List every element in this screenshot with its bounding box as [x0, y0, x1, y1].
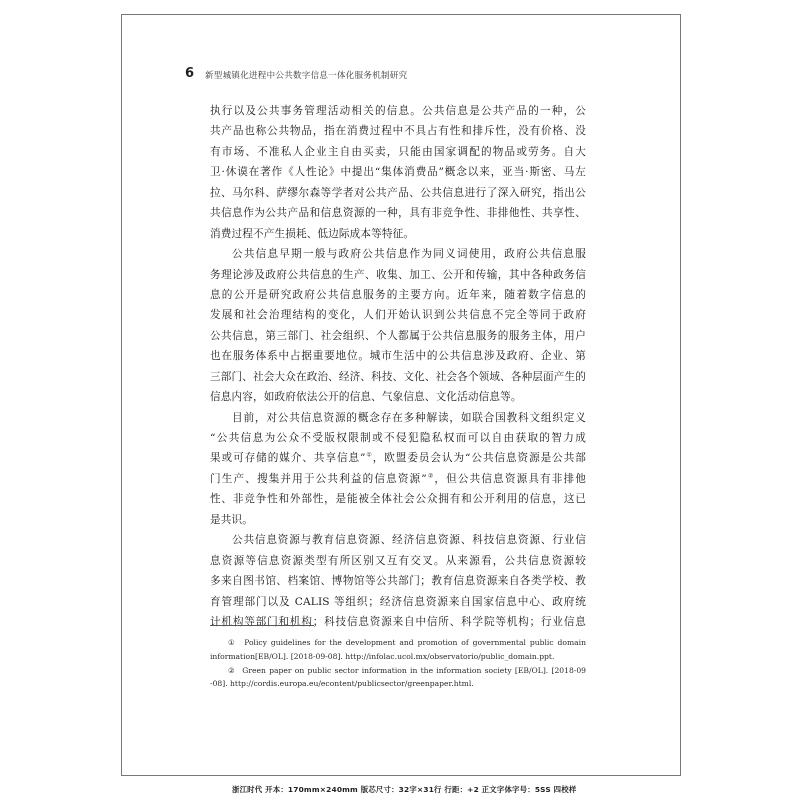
text-line: 共产品也称公共物品，指在消费过程中不具占有性和排斥性，没有价格、没	[210, 125, 586, 138]
running-head-title: 新型城镇化进程中公共数字信息一体化服务机制研究	[205, 71, 408, 81]
text-line: 也在服务体系中占据重要地位。城市生活中的公共信息涉及政府、企业、第	[210, 350, 586, 363]
paragraph-1	[210, 101, 586, 244]
footnote-ref-2[interactable]: ②	[426, 472, 435, 480]
text-line: 执行以及公共事务管理活动相关的信息。公共信息是公共产品的一种，公	[210, 105, 586, 117]
footnote-ref-1[interactable]: ①	[365, 451, 373, 459]
text-line: 是共识。	[210, 513, 253, 526]
text-line: 拉、马尔科、萨缪尔森等学者对公共产品、公共信息进行了深入研究，指出公	[210, 186, 586, 199]
text-line: 共信息作为公共产品和信息资源的一种，具有非竞争性、非排他性、共享性、	[210, 207, 586, 220]
footnote-text: Policy guidelines for the development and promotion of governmental public domain	[244, 638, 586, 647]
page-number: 6	[185, 66, 195, 81]
body-text	[210, 101, 586, 632]
text-line: 有市场、不准私人企业主自由买卖，只能由国家调配的物品或劳务。自大	[210, 145, 586, 158]
footnote-line: -08]. http://cordis.europa.eu/econtent/publicsector/greenpaper.html.	[210, 679, 474, 689]
paragraph-3	[210, 408, 586, 531]
footnote-line	[210, 636, 586, 650]
footnote-mark: ②	[228, 665, 236, 675]
footnotes	[210, 636, 586, 691]
footnote-text: Green paper on public sector information in the information society [EB/OL]. [2018-09	[242, 665, 586, 675]
text-line: 公共信息资源与教育信息资源、经济信息资源、科技信息资源、行业信	[232, 534, 586, 547]
print-imprint: 浙江时代 开本：170mm×240mm 版芯尺寸：32字×31行 行距：+2 正文字体字号：5SS 四校样	[232, 785, 577, 794]
footnote-divider	[210, 625, 314, 626]
text-line: 务理论涉及政府公共信息的生产、收集、加工、公开和传输，其中各种政务信	[210, 268, 586, 281]
text-segment: 门生产、搜集并用于公共利益的信息资源”	[210, 472, 427, 485]
text-line: 公共信息早期一般与政府公共信息作为同义词使用，政府公共信息服	[232, 248, 586, 261]
paragraph-4	[210, 530, 586, 632]
text-line: 性、非竞争性和外部性，是能被全体社会公众拥有和公开利用的信息，这已	[210, 493, 586, 506]
text-line: 信息内容，如政府依法公开的信息、气象信息、文化活动信息等。	[210, 391, 522, 404]
text-line: 计机构等部门和机构；科技信息资源来自中信所、科学院等机构；行业信息	[210, 615, 586, 628]
text-segment: ，欧盟委员会认为“公共信息资源是公共部	[372, 452, 586, 465]
text-line	[210, 448, 586, 468]
footnote-1	[210, 636, 586, 664]
footnote-mark: ①	[228, 638, 237, 647]
text-line: 息资源等信息资源类型有所区别又互有交叉。从来源看，公共信息资源较	[210, 554, 586, 567]
text-line: 三部门、社会大众在政治、经济、科技、文化、社会各个领域、各种层面产生的	[210, 370, 586, 383]
text-line: 发展和社会治理结构的变化，人们开始认识到公共信息不完全等同于政府	[210, 309, 586, 322]
text-line: “公共信息为公众不受版权限制或不侵犯隐私权而可以自由获取的智力成	[210, 432, 586, 444]
running-head	[185, 66, 625, 82]
text-line: 目前，对公共信息资源的概念存在多种解读，如联合国教科文组织定义	[232, 411, 586, 424]
text-line: 育管理部门以及 CALIS 等组织；经济信息资源来自国家信息中心、政府统	[210, 595, 586, 608]
text-line: 多来自图书馆、档案馆、博物馆等公共部门；教育信息资源来自各类学校、教	[210, 575, 586, 588]
footnote-line	[210, 664, 586, 678]
text-segment: 果或可存储的媒介、共享信息”	[210, 452, 366, 465]
paragraph-2	[210, 244, 586, 408]
text-line: 消费过程不产生损耗、低边际成本等特征。	[210, 227, 415, 240]
text-line	[210, 469, 586, 489]
text-segment: ，但公共信息资源具有非排他	[434, 472, 586, 485]
text-line: 卫·休谟在著作《人性论》中提出“集体消费品”概念以来，亚当·斯密、马左	[210, 166, 586, 179]
footnote-2	[210, 664, 586, 692]
text-line: 公共信息，第三部门、社会组织、个人都属于公共信息服务的服务主体，用户	[210, 329, 586, 342]
footnote-line: information[EB/OL]. [2018-09-08]. http://infolac.ucol.mx/observatorio/public_domain.ppt.	[210, 651, 555, 661]
text-line: 息的公开是研究政府公共信息服务的主要方向。近年来，随着数字信息的	[210, 288, 586, 301]
